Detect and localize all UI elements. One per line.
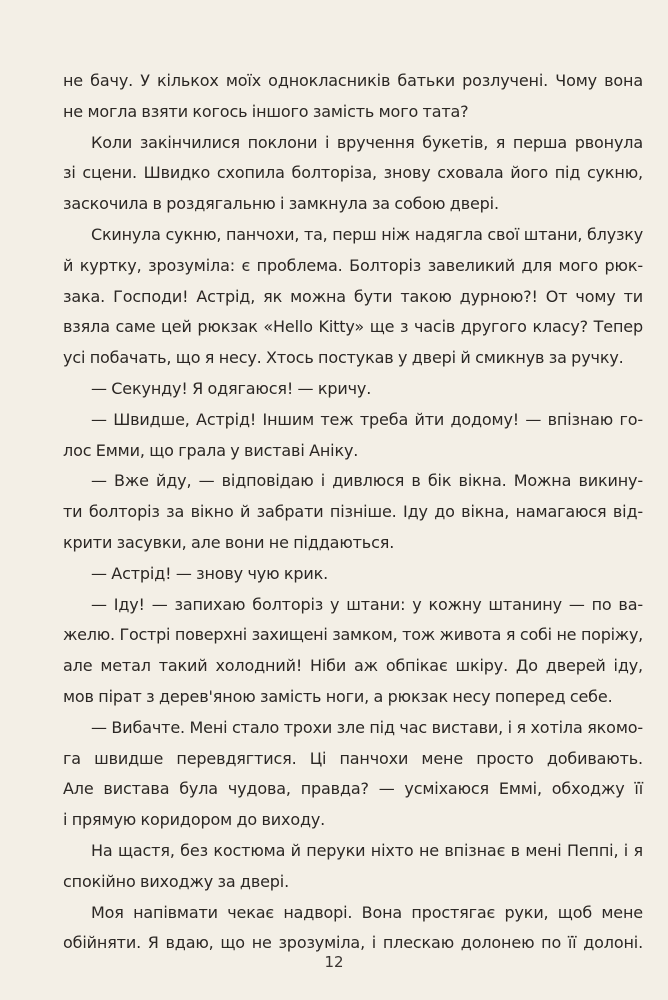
text-line: не могла взяти когось іншого замість мого тата?: [63, 101, 469, 121]
text-line: лос Емми, що грала у виставі Аніку.: [63, 440, 359, 460]
text-line: не бачу. У кількох моїх однокласників батьки розлучені. Чому вона: [63, 71, 643, 90]
text-line: спокійно виходжу за двері.: [63, 871, 290, 891]
text-line: обійняти. Я вдаю, що не зрозуміла, і плескаю долонею по її долоні.: [63, 933, 643, 953]
text-line: желю. Гострі поверхні захищені замком, тож живота я собі не поріжу,: [63, 625, 643, 645]
text-line: Коли закінчилися поклони і вручення букетів, я перша рвонула: [91, 132, 643, 152]
text-line: На щастя, без костюма й перуки ніхто не впізнає в мені Пеппі, і я: [91, 840, 643, 860]
text-line: — Іду! — запихаю болторіз у штани: у кожну штанину — по ва-: [91, 594, 643, 614]
text-line: Скинула сукню, панчохи, та, перш ніж надягла свої штани, блузку: [91, 224, 643, 244]
text-line: зі сцени. Швидко схопила болторіза, знову сховала його під сукню,: [63, 163, 643, 183]
text-line: — Вже йду, — відповідаю і дивлюся в бік вікна. Можна викину-: [91, 471, 643, 491]
text-line: мов пірат з дерев'яною замість ноги, а рюкзак несу поперед себе.: [63, 686, 613, 706]
text-line: взяла саме цей рюкзак «Hello Kitty» ще з часів другого класу? Тепер: [63, 317, 643, 337]
text-line: — Швидше, Астрід! Іншим теж треба йти додому! — впізнаю го-: [91, 409, 643, 429]
text-line: зака. Господи! Астрід, як можна бути такою дурною?! От чому ти: [63, 286, 643, 306]
text-line: усі побачать, що я несу. Хтось постукав у двері й смикнув за ручку.: [63, 348, 624, 368]
text-line: крити засувки, але вони не піддаються.: [63, 532, 395, 552]
text-line: але метал такий холодний! Ніби аж обпікає шкіру. До дверей іду,: [63, 656, 643, 676]
body-text: [63, 66, 643, 959]
text-line: — Вибачте. Мені стало трохи зле під час вистави, і я хотіла якомо-: [91, 717, 643, 737]
text-line: й куртку, зрозуміла: є проблема. Болторіз завеликий для мого рюк-: [63, 255, 643, 275]
text-line: Моя напівмати чекає надворі. Вона простягає руки, щоб мене: [91, 902, 643, 922]
text-line: га швидше перевдягтися. Ці панчохи мене просто добивають.: [63, 748, 643, 768]
page-number: 12: [324, 953, 344, 971]
text-line: Але вистава була чудова, правда? — усміхаюся Еммі, обходжу її: [63, 779, 643, 799]
text-line: — Секунду! Я одягаюся! — кричу.: [91, 378, 372, 398]
text-line: — Астрід! — знову чую крик.: [91, 563, 329, 583]
text-line: заскочила в роздягальню і замкнула за собою двері.: [63, 194, 499, 214]
text-line: і прямую коридором до виходу.: [63, 810, 326, 830]
text-line: ти болторіз за вікно й забрати пізніше. Іду до вікна, намагаюся від-: [63, 502, 643, 522]
page-text: [63, 66, 643, 959]
